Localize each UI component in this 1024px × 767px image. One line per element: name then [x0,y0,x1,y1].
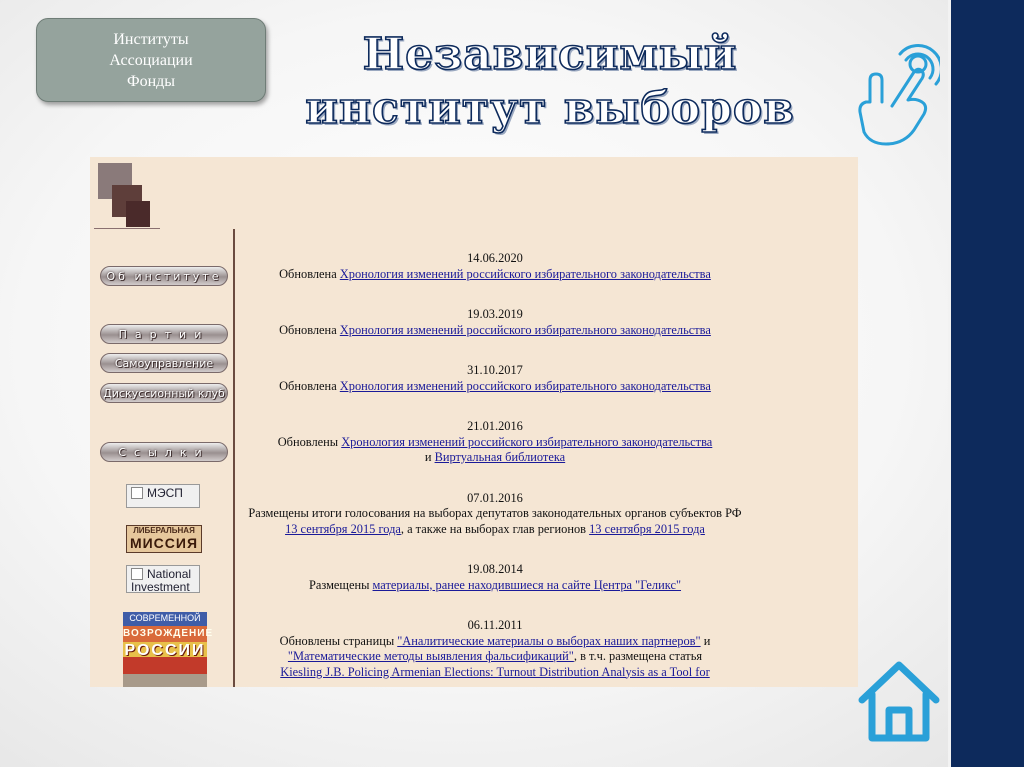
title-line-1: Независимый [362,29,738,80]
broken-image-icon [131,568,143,580]
category-badge [36,18,266,102]
news-link[interactable]: 13 сентября 2015 года [589,521,705,536]
news-text: и [700,633,711,648]
news-date: 06.11.2011 [467,618,523,632]
news-text: Обновлены [277,434,342,449]
right-accent-bar [948,0,1024,767]
badge-line-3: Фонды [126,72,176,90]
news-date: 14.06.2020 [467,251,523,265]
news-item [245,419,745,466]
slide-title [300,28,800,136]
home-icon[interactable] [856,658,942,744]
mesp-label: МЭСП [147,486,183,500]
nav-button-links[interactable]: Ссылки [100,442,228,462]
book-top-text: СОВРЕМЕННОЙ [129,613,201,623]
site-logo [98,163,156,227]
book-mid-text: ВОЗРОЖДЕНИЕ [123,628,214,639]
news-link[interactable]: Хронология изменений российского избирательного законодательства [339,266,711,281]
news-date: 19.08.2014 [467,562,523,576]
news-item [245,491,745,538]
hand-pointer-icon[interactable] [856,40,940,150]
news-item [245,251,745,282]
news-link[interactable]: Хронология изменений российского избирательного законодательства [341,434,713,449]
title-line-2: институт выборов [305,83,795,134]
news-link[interactable]: "Аналитические материалы о выборах наших партнеров" [397,633,701,648]
national-line-2: Investment [131,580,190,594]
news-date: 07.01.2016 [467,490,523,505]
badge-line-1: Институты [113,30,189,48]
news-link[interactable]: Хронология изменений российского избирательного законодательства [339,322,711,337]
news-link[interactable]: Kiesling J.B. Policing Armenian Elections: Turnout Distribution Analysis as a Tool for [280,664,710,679]
liberal-mission-banner[interactable] [126,525,202,553]
news-date: 31.10.2017 [467,363,523,377]
nav-button-about[interactable]: Об институте [100,266,228,286]
mission-bottom-text: МИССИЯ [129,535,199,551]
news-item [245,307,745,338]
nav-button-discussion-club[interactable]: Дискуссионный клуб [100,383,228,403]
news-link[interactable]: Хронология изменений российского избирательного законодательства [339,378,711,393]
right-bar-edge [948,0,951,767]
news-text: Обновлена [279,378,340,393]
national-investment-banner[interactable] [126,565,200,593]
national-line-1: National [147,567,192,581]
sidebar-divider [233,229,235,687]
news-text: , в т.ч. размещена статья [573,649,703,663]
nav-button-self-government[interactable]: Самоуправление [100,353,228,373]
news-link[interactable]: материалы, ранее находившиеся на сайте Центра "Геликс" [372,577,682,592]
news-text: Обновлены страницы [279,633,398,648]
mission-top-text: ЛИБЕРАЛЬНАЯ [133,526,195,535]
nav-button-parties[interactable]: Партии [100,324,228,344]
news-text: Обновлена [279,266,340,281]
news-date: 19.03.2019 [467,307,523,321]
news-link-library[interactable]: Виртуальная библиотека [434,450,566,464]
book-bottom-text: РОССИИ [124,642,206,659]
broken-image-icon [131,487,143,499]
badge-line-2: Ассоциации [109,51,193,69]
news-text: и [424,450,435,464]
news-text: Обновлена [279,322,340,337]
news-item [245,562,745,593]
news-item [245,618,745,680]
book-cover-banner[interactable] [123,612,214,687]
news-text: Размещены [308,577,373,592]
news-link[interactable]: 13 сентября 2015 года [285,521,401,536]
news-text: Размещены итоги голосования на выборах депутатов законодательных органов субъектов РФ [248,506,742,520]
website-screenshot [90,157,858,687]
news-item [245,363,745,394]
news-date: 21.01.2016 [467,419,523,433]
news-link[interactable]: "Математические методы выявления фальсификаций" [287,649,574,663]
news-text: , а также на выборах глав регионов [400,521,590,536]
mesp-banner[interactable] [126,484,200,508]
logo-underline [94,228,160,229]
news-list [245,251,745,687]
